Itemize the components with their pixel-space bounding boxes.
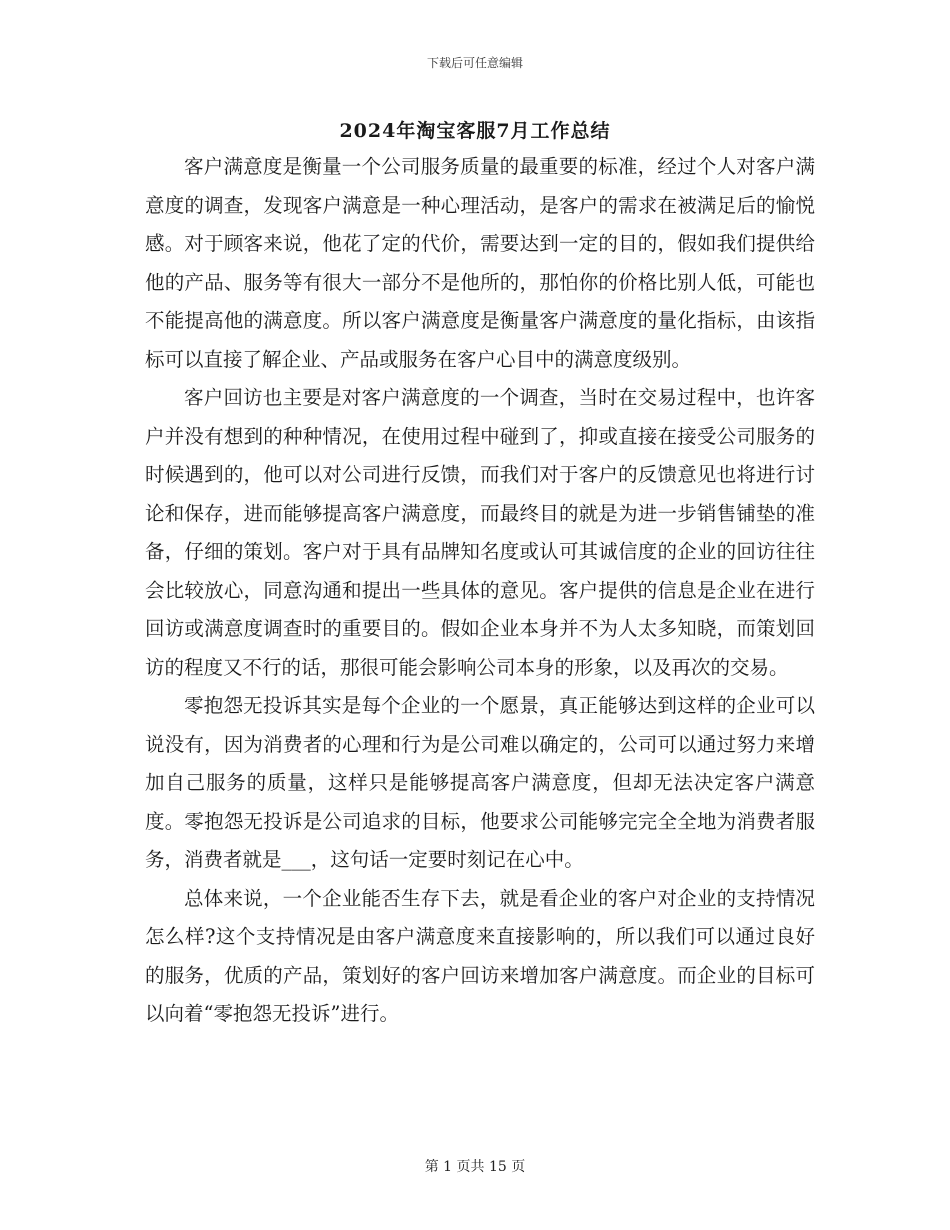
paragraph: 零抱怨无投诉其实是每个企业的一个愿景，真正能够达到这样的企业可以说没有，因为消费者的心理和行为是公司难以确定的，公司可以通过努力来增加自己服务的质量，这样只是能够提高客户满意度，但却无法决定客户满意度。零抱怨无投诉是公司追求的目标，他要求公司能够完完全全地为消费者服务，消费者就是___，这句话一定要时刻记在心中。 [145,694,815,871]
page-header: 下载后可任意编辑 [426,56,523,70]
paragraph: 客户满意度是衡量一个公司服务质量的最重要的标准，经过个人对客户满意度的调查，发现客户满意是一种心理活动，是客户的需求在被满足后的愉悦感。对于顾客来说，他花了定的代价，需要达到一定的目的，假如我们提供给他的产品、服务等有很大一部分不是他所的，那怕你的价格比别人低，可能也不能提高他的满意度。所以客户满意度是衡量客户满意度的量化指标，由该指标可以直接了解企业、产品或服务在客户心目中的满意度级别。 [145,155,815,371]
paragraph: 客户回访也主要是对客户满意度的一个调查，当时在交易过程中，也许客户并没有想到的种种情况，在使用过程中碰到了，抑或直接在接受公司服务的时候遇到的，他可以对公司进行反馈，而我们对于客户的反馈意见也将进行讨论和保存，进而能够提高客户满意度，而最终目的就是为进一步销售铺垫的准备，仔细的策划。客户对于具有品牌知名度或认可其诚信度的企业的回访往往会比较放心，同意沟通和提出一些具体的意见。客户提供的信息是企业在进行回访或满意度调查时的重要目的。假如企业本身并不为人太多知晓，而策划回访的程度又不行的话，那很可能会影响公司本身的形象，以及再次的交易。 [145,386,815,679]
document-title: 2024年淘宝客服7月工作总结 [339,120,611,142]
paragraph: 总体来说，一个企业能否生存下去，就是看企业的客户对企业的支持情况怎么样?这个支持情况是由客户满意度来直接影响的，所以我们可以通过良好的服务，优质的产品，策划好的客户回访来增加客户满意度。而企业的目标可以向着“零抱怨无投诉”进行。 [145,886,815,1025]
document-body [145,148,815,1034]
page-footer: 第 1 页共 15 页 [424,1159,526,1175]
